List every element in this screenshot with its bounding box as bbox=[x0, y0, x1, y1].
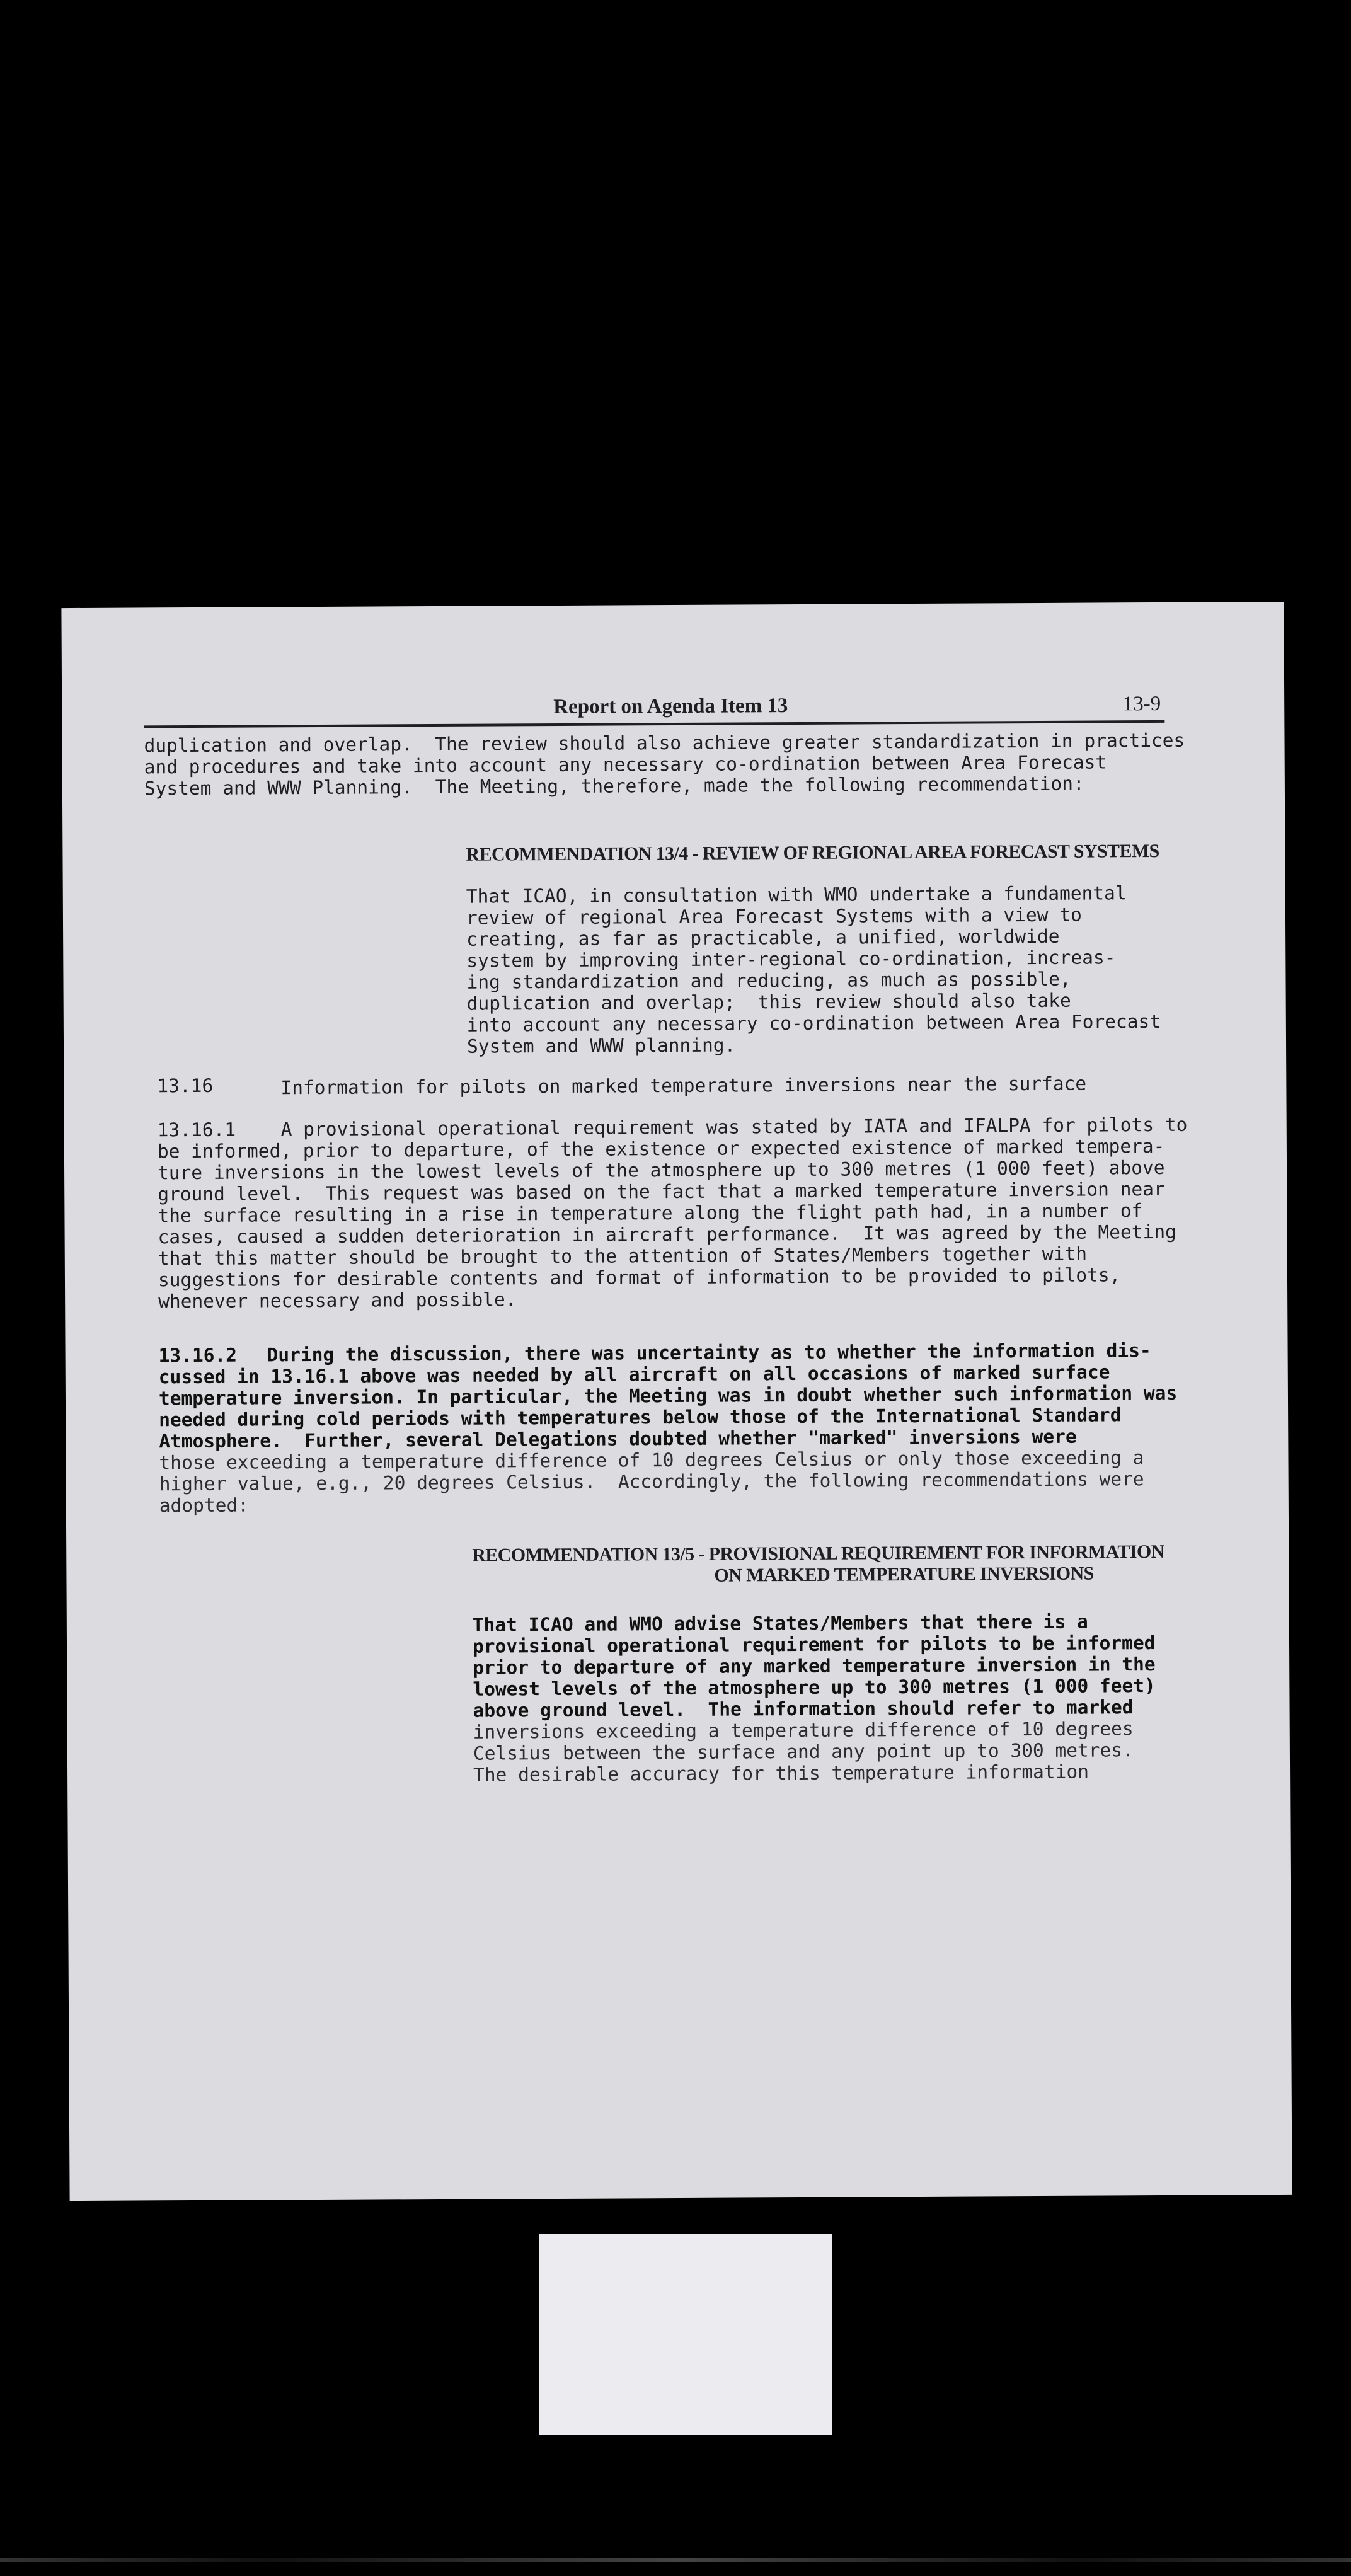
recommendation-13-4-line: ing standardization and reducing, as much as possible, bbox=[466, 968, 1071, 993]
paragraph-line: ture inversions in the lowest levels of the atmosphere up to 300 metres (1 000 feet) above bbox=[158, 1156, 1165, 1184]
recommendation-13-5-line: inversions exceeding a temperature difference of 10 degrees bbox=[473, 1718, 1134, 1743]
recommendation-13-4-line: That ICAO, in consultation with WMO undertake a fundamental bbox=[466, 882, 1127, 907]
paragraph-number: 13.16.1 bbox=[157, 1118, 236, 1141]
recommendation-13-5-line-bold: lowest levels of the atmosphere up to 300 metres (1 000 feet) bbox=[473, 1675, 1156, 1700]
intro-line: System and WWW Planning. The Meeting, therefore, made the following recommendation: bbox=[144, 773, 1084, 800]
blank-target-card bbox=[539, 2234, 832, 2435]
film-edge bbox=[0, 2558, 1351, 2562]
paragraph-line: whenever necessary and possible. bbox=[158, 1289, 517, 1313]
recommendation-13-4-line: creating, as far as practicable, a unified, worldwide bbox=[466, 925, 1060, 950]
paragraph-line: that this matter should be brought to the attention of States/Members together with bbox=[158, 1243, 1087, 1270]
paragraph-line: higher value, e.g., 20 degrees Celsius. Accordingly, the following recommendations were bbox=[159, 1468, 1144, 1495]
recommendation-13-5-line-bold: That ICAO and WMO advise States/Members that there is a bbox=[472, 1611, 1088, 1636]
paragraph-number: 13.16.2 bbox=[158, 1344, 238, 1367]
recommendation-13-5-line-bold: above ground level. The information should refer to marked bbox=[473, 1696, 1134, 1722]
paragraph-line: cases, caused a sudden deterioration in aircraft performance. It was agreed by the Meeting bbox=[158, 1221, 1176, 1248]
paragraph-line-bold: needed during cold periods with temperatures below those of the International Standard bbox=[159, 1404, 1122, 1431]
intro-line: and procedures and take into account any necessary co-ordination between Area Forecast bbox=[144, 751, 1107, 778]
recommendation-13-4-line: into account any necessary co-ordination between Area Forecast bbox=[466, 1010, 1161, 1036]
paragraph-line: adopted: bbox=[159, 1494, 250, 1517]
recommendation-13-4-line: system by improving inter-regional co-ordination, increas- bbox=[466, 946, 1116, 972]
paragraph-line-bold: During the discussion, there was uncertainty as to whether the information dis- bbox=[267, 1340, 1151, 1366]
header-title: Report on Agenda Item 13 bbox=[553, 694, 788, 719]
recommendation-13-5-line: The desirable accuracy for this temperature information bbox=[473, 1761, 1089, 1786]
paragraph-line-bold: temperature inversion. In particular, the Meeting was in doubt whether such information was bbox=[158, 1382, 1178, 1410]
recommendation-13-4-line: System and WWW planning. bbox=[466, 1034, 736, 1057]
paragraph-line: the surface resulting in a rise in temperature along the flight path had, in a number of bbox=[158, 1200, 1143, 1227]
paragraph-line: those exceeding a temperature difference of 10 degrees Celsius or only those exceeding a bbox=[159, 1447, 1144, 1474]
recommendation-13-4-line: review of regional Area Forecast Systems with a view to bbox=[466, 904, 1082, 929]
paragraph-line-bold: Atmosphere. Further, several Delegations doubted whether "marked" inversions were bbox=[159, 1425, 1077, 1452]
recommendation-13-4-title: RECOMMENDATION 13/4 - REVIEW OF REGIONAL AREA FORECAST SYSTEMS bbox=[466, 840, 1159, 865]
section-number: 13.16 bbox=[157, 1074, 214, 1097]
recommendation-13-5-title: RECOMMENDATION 13/5 - PROVISIONAL REQUIREMENT FOR INFORMATION bbox=[472, 1541, 1164, 1566]
paragraph-line: A provisional operational requirement was stated by IATA and IFALPA for pilots to bbox=[280, 1113, 1188, 1141]
recommendation-13-5-line-bold: provisional operational requirement for pilots to be informed bbox=[472, 1632, 1156, 1657]
paragraph-line: suggestions for desirable contents and format of information to be provided to pilots, bbox=[158, 1264, 1121, 1291]
recommendation-13-5-line: Celsius between the surface and any point up to 300 metres. bbox=[473, 1739, 1134, 1764]
recommendation-13-5-line-bold: prior to departure of any marked temperature inversion in the bbox=[473, 1653, 1156, 1679]
page-number: 13-9 bbox=[1122, 692, 1161, 716]
paragraph-line: ground level. This request was based on the fact that a marked temperature inversion near bbox=[158, 1178, 1165, 1205]
document-page bbox=[61, 602, 1292, 2201]
recommendation-13-4-line: duplication and overlap; this review should also take bbox=[466, 989, 1071, 1015]
paragraph-line: be informed, prior to departure, of the existence or expected existence of marked tempera- bbox=[157, 1135, 1165, 1163]
intro-line: duplication and overlap. The review should also achieve greater standardization in practices bbox=[144, 729, 1185, 757]
paragraph-line-bold: cussed in 13.16.1 above was needed by all aircraft on all occasions of marked surface bbox=[158, 1361, 1110, 1388]
recommendation-13-5-title-continued: ON MARKED TEMPERATURE INVERSIONS bbox=[714, 1563, 1094, 1586]
running-header bbox=[144, 693, 1164, 728]
section-title: Information for pilots on marked temperature inversions near the surface bbox=[280, 1072, 1087, 1099]
